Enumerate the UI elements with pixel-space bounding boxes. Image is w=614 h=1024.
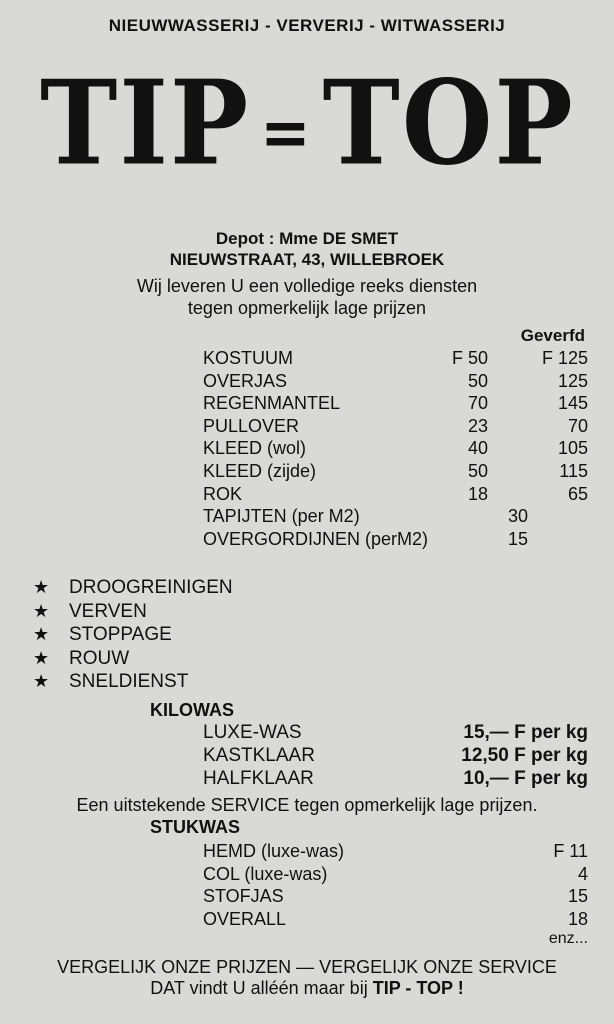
table-row bbox=[203, 392, 588, 415]
stukwas-name: OVERALL bbox=[203, 908, 287, 929]
item-name: KLEED (wol) bbox=[203, 438, 307, 459]
item-name: PULLOVER bbox=[203, 415, 300, 436]
star-icon: ★ bbox=[33, 647, 50, 668]
table-row bbox=[203, 437, 588, 460]
item-dyed-price: 145 bbox=[557, 393, 588, 414]
item-name: KOSTUUM bbox=[203, 348, 293, 368]
item-price: 50 bbox=[467, 460, 488, 481]
footer-line-2 bbox=[0, 978, 614, 999]
stukwas-name: STOFJAS bbox=[203, 886, 284, 906]
intro-line-2: tegen opmerkelijk lage prijzen bbox=[187, 298, 427, 318]
item-price: 30 bbox=[508, 506, 529, 527]
service-name: DROOGREINIGEN bbox=[69, 577, 233, 598]
table-row bbox=[203, 370, 588, 393]
table-row bbox=[203, 460, 588, 483]
services-list bbox=[33, 576, 233, 694]
item-price: F 50 bbox=[451, 348, 488, 368]
item-dyed-price: 115 bbox=[559, 460, 588, 481]
list-item bbox=[33, 647, 233, 671]
stukwas-price: 15 bbox=[567, 886, 588, 906]
star-icon: ★ bbox=[33, 671, 50, 691]
star-icon: ★ bbox=[33, 624, 50, 644]
item-price: 15 bbox=[508, 528, 529, 549]
table-row bbox=[203, 505, 588, 528]
stukwas-price: F 11 bbox=[553, 841, 588, 861]
table-row bbox=[203, 863, 588, 886]
item-price: 18 bbox=[467, 483, 488, 504]
list-item bbox=[33, 670, 233, 694]
depot-address: NIEUWSTRAAT, 43, WILLEBROEK bbox=[169, 250, 445, 269]
kilowas-price: 10,— F per kg bbox=[463, 768, 588, 789]
table-row bbox=[203, 721, 588, 744]
star-icon: ★ bbox=[33, 600, 50, 621]
item-dyed-price: 125 bbox=[557, 370, 588, 391]
stukwas-table bbox=[203, 840, 588, 930]
item-name: KLEED (zijde) bbox=[203, 460, 317, 481]
stukwas-name: HEMD (luxe-was) bbox=[203, 841, 345, 861]
table-row bbox=[203, 744, 588, 767]
list-item bbox=[33, 600, 233, 624]
stukwas-heading: STUKWAS bbox=[150, 817, 240, 837]
brand-title-separator: = bbox=[260, 93, 313, 173]
kilowas-name: LUXE-WAS bbox=[203, 722, 302, 743]
brand-title-right: TOP bbox=[322, 53, 575, 192]
table-row bbox=[203, 528, 588, 551]
kilowas-table bbox=[203, 721, 588, 790]
kilowas-name: KASTKLAAR bbox=[203, 745, 315, 766]
footer-brand: TIP - TOP ! bbox=[372, 978, 464, 998]
item-dyed-price: 65 bbox=[567, 483, 588, 504]
brand-title-left: TIP bbox=[40, 53, 251, 192]
item-price: 23 bbox=[467, 415, 488, 436]
service-name: VERVEN bbox=[69, 600, 147, 622]
kilowas-heading: KILOWAS bbox=[150, 700, 234, 720]
table-row bbox=[203, 908, 588, 931]
stukwas-price: 18 bbox=[567, 908, 588, 929]
kilowas-name: HALFKLAAR bbox=[203, 768, 314, 789]
brand-title bbox=[40, 53, 575, 200]
stukwas-name: COL (luxe-was) bbox=[203, 863, 328, 884]
service-slogan: Een uitstekende SERVICE tegen opmerkelijk lage prijzen. bbox=[76, 795, 538, 815]
business-type-line: NIEUWWASSERIJ - VERVERIJ - WITWASSERIJ bbox=[108, 16, 506, 35]
stukwas-price: 4 bbox=[577, 863, 588, 884]
list-item bbox=[33, 623, 233, 647]
item-price: 70 bbox=[467, 393, 488, 414]
item-price: 40 bbox=[467, 438, 488, 459]
item-name: ROK bbox=[203, 483, 243, 504]
table-row bbox=[203, 885, 588, 908]
list-item bbox=[33, 576, 233, 600]
table-row bbox=[203, 840, 588, 863]
depot-name: Depot : Mme DE SMET bbox=[215, 229, 399, 248]
star-icon: ★ bbox=[33, 577, 50, 597]
price-table bbox=[203, 347, 588, 550]
item-price: 50 bbox=[467, 370, 488, 391]
kilowas-price: 15,— F per kg bbox=[463, 722, 588, 743]
item-name: OVERJAS bbox=[203, 370, 288, 391]
item-dyed-price: F 125 bbox=[541, 348, 588, 368]
table-row bbox=[203, 415, 588, 438]
service-name: STOPPAGE bbox=[69, 624, 172, 645]
dyed-column-header: Geverfd bbox=[520, 326, 585, 345]
item-name: REGENMANTEL bbox=[203, 393, 341, 414]
item-dyed-price: 105 bbox=[557, 438, 588, 459]
footer-line-2-prefix: DAT vindt U alléén maar bij bbox=[150, 978, 373, 998]
service-name: SNELDIENST bbox=[69, 671, 189, 692]
table-row bbox=[203, 767, 588, 790]
item-name: OVERGORDIJNEN (perM2) bbox=[203, 528, 429, 549]
intro-line-1: Wij leveren U een volledige reeks diensten bbox=[136, 276, 478, 296]
service-name: ROUW bbox=[69, 647, 130, 669]
kilowas-price: 12,50 F per kg bbox=[461, 745, 588, 766]
footer-line-1: VERGELIJK ONZE PRIJZEN — VERGELIJK ONZE SERVICE bbox=[57, 957, 557, 977]
etcetera-note: enz... bbox=[548, 930, 588, 947]
item-name: TAPIJTEN (per M2) bbox=[203, 506, 360, 527]
table-row bbox=[203, 483, 588, 506]
table-row bbox=[203, 347, 588, 370]
item-dyed-price: 70 bbox=[567, 415, 588, 436]
